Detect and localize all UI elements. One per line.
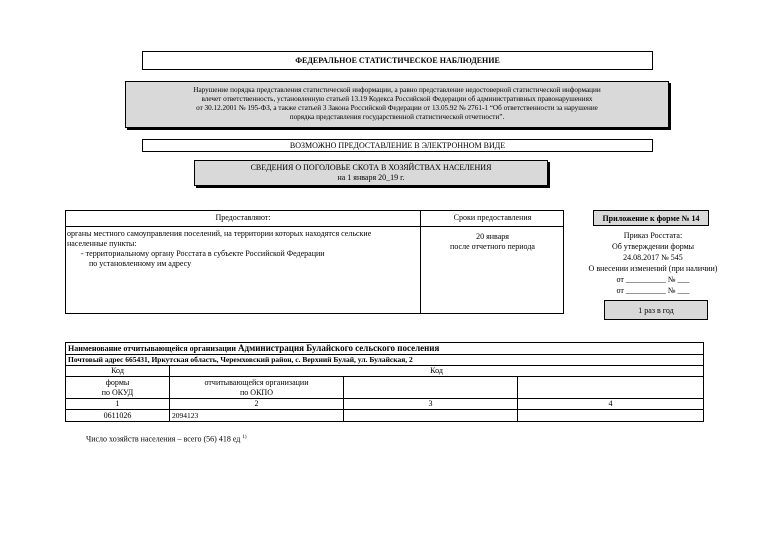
form-title: СВЕДЕНИЯ О ПОГОЛОВЬЕ СКОТА В ХОЗЯЙСТВАХ НАСЕЛЕНИЯ: [250, 163, 492, 172]
deadline-text: [421, 232, 564, 252]
organization-table: [65, 342, 704, 422]
submitters-line: органы местного самоуправления поселений, на территории которых находятся сельские: [67, 229, 372, 238]
submitters-line: по установленному им адресу: [89, 259, 192, 268]
empty-cell: [344, 377, 518, 399]
okud-label: формы: [105, 377, 130, 387]
warning-line: порядка представления государственной статистической отчетности”.: [289, 113, 505, 121]
legal-warning-box: [125, 81, 669, 128]
warning-line: Нарушение порядка представления статистической информации, а равно представление недостоверной статистической информации: [193, 86, 601, 94]
empty-cell: [344, 410, 518, 422]
org-name-label: Наименование отчитывающейся организации: [68, 344, 237, 353]
okpo-label: по ОКПО: [240, 387, 273, 397]
submitters-header: Предоставляют:: [215, 213, 271, 222]
org-name-cell: [66, 343, 704, 355]
footnote-mark: 1): [242, 435, 247, 440]
okpo-label: отчитывающейся организации: [204, 377, 309, 387]
column-number: 4: [518, 399, 704, 410]
column-number: 2: [170, 399, 344, 410]
electronic-submission-box: [142, 139, 653, 152]
households-count: [86, 433, 486, 445]
okud-value: 0611026: [66, 410, 170, 422]
deadline-header: Сроки предоставления: [453, 213, 532, 222]
electronic-text: ВОЗМОЖНО ПРЕДОСТАВЛЕНИЕ В ЭЛЕКТРОННОМ ВИДЕ: [289, 141, 506, 150]
okud-label-cell: [66, 377, 170, 399]
warning-line: влечет ответственность, установленную статьей 13.19 Кодекса Российской Федерации об административных правонарушениях: [201, 95, 593, 103]
frequency-box: [604, 300, 708, 320]
okpo-label-cell: [170, 377, 344, 399]
form-header-title: [142, 51, 653, 70]
okpo-value: 2094123: [170, 410, 344, 422]
order-info: [568, 230, 738, 296]
org-name-value: Администрация Булайского сельского поселения: [238, 343, 440, 353]
submitters-line: - территориальному органу Росстата в субъекте Российской Федерации: [81, 249, 325, 258]
appendix-title: Приложение к форме № 14: [602, 214, 700, 223]
order-line: 24.08.2017 № 545: [623, 253, 683, 262]
empty-cell: [518, 410, 704, 422]
form-title-box: [194, 160, 548, 186]
deadline-line: после отчетного периода: [450, 242, 535, 251]
submitters-line: населенные пункты:: [67, 239, 137, 248]
submitters-text: [67, 229, 419, 269]
order-line: Об утверждении формы: [611, 242, 695, 251]
okud-label: по ОКУД: [101, 387, 134, 397]
header-title-text: ФЕДЕРАЛЬНОЕ СТАТИСТИЧЕСКОЕ НАБЛЮДЕНИЕ: [295, 56, 500, 65]
order-line: от __________ № ___: [616, 275, 690, 284]
empty-cell: [518, 377, 704, 399]
code-header-left: Код: [66, 366, 170, 377]
appendix-title-box: [593, 210, 709, 226]
warning-line: от 30.12.2001 № 195-ФЗ, а также статьей 3 Закона Российской Федерации от 13.05.92 № 2761-1 “Об ответственности за нарушение: [196, 104, 598, 112]
code-header-right: Код: [170, 366, 704, 377]
frequency-text: 1 раз в год: [638, 306, 674, 315]
households-text: Число хозяйств населения – всего (56) 418 ед: [86, 434, 241, 444]
column-number: 1: [66, 399, 170, 410]
form-date: на 1 января 20_19 г.: [337, 173, 405, 182]
column-number: 3: [344, 399, 518, 410]
order-line: О внесении изменений (при наличии): [588, 264, 718, 273]
deadline-line: 20 января: [476, 232, 509, 241]
org-address: Почтовый адрес 665431, Иркутская область, Черемховский район, с. Верхний Булай, ул. Булайская, 2: [66, 355, 704, 366]
order-line: Приказ Росстата:: [623, 231, 683, 240]
order-line: от __________ № ___: [616, 286, 690, 295]
